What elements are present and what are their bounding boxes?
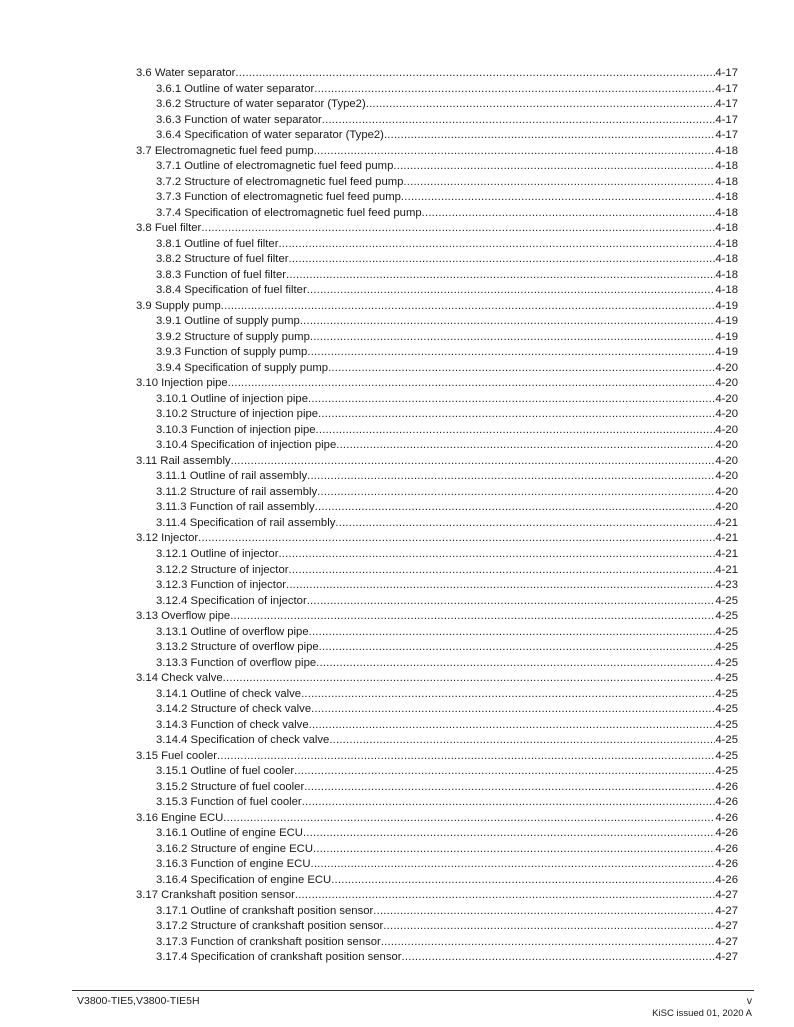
toc-entry[interactable] bbox=[136, 438, 738, 454]
toc-entry-page: 4-20 bbox=[715, 423, 738, 436]
toc-entry-page: 4-25 bbox=[715, 718, 738, 731]
toc-dot-leader bbox=[310, 330, 716, 346]
toc-entry[interactable] bbox=[136, 128, 738, 144]
toc-entry[interactable] bbox=[136, 221, 738, 237]
toc-entry[interactable] bbox=[136, 873, 738, 889]
toc-entry[interactable] bbox=[136, 159, 738, 175]
toc-entry[interactable] bbox=[136, 97, 738, 113]
toc-entry-title: 3.6.3 Function of water separator bbox=[156, 113, 322, 126]
toc-entry-title: 3.7 Electromagnetic fuel feed pump bbox=[136, 144, 314, 157]
toc-entry-title: 3.12.3 Function of injector bbox=[156, 579, 286, 592]
toc-dot-leader bbox=[217, 749, 715, 765]
toc-entry-title: 3.15.3 Function of fuel cooler bbox=[156, 796, 302, 809]
toc-entry-title: 3.12.1 Outline of injector bbox=[156, 547, 279, 560]
footer-model: V3800-TIE5,V3800-TIE5H bbox=[77, 995, 200, 1007]
toc-entry-title: 3.8.3 Function of fuel filter bbox=[156, 268, 286, 281]
toc-dot-leader bbox=[235, 66, 715, 82]
toc-entry-page: 4-20 bbox=[715, 470, 738, 483]
toc-entry-title: 3.11 Rail assembly bbox=[136, 454, 231, 467]
toc-dot-leader bbox=[307, 345, 715, 361]
toc-entry[interactable] bbox=[136, 609, 738, 625]
toc-entry-title: 3.17.2 Structure of crankshaft position sensor bbox=[156, 920, 384, 933]
toc-entry[interactable] bbox=[136, 237, 738, 253]
toc-entry-page: 4-18 bbox=[715, 206, 738, 219]
toc-entry-title: 3.13.1 Outline of overflow pipe bbox=[156, 625, 309, 638]
toc-entry-page: 4-25 bbox=[715, 641, 738, 654]
toc-entry-title: 3.10 Injection pipe bbox=[136, 377, 228, 390]
toc-dot-leader bbox=[381, 935, 716, 951]
toc-entry[interactable] bbox=[136, 314, 738, 330]
toc-dot-leader bbox=[366, 97, 716, 113]
toc-entry[interactable] bbox=[136, 516, 738, 532]
toc-entry-page: 4-25 bbox=[715, 625, 738, 638]
toc-entry[interactable] bbox=[136, 780, 738, 796]
toc-dot-leader bbox=[315, 500, 716, 516]
toc-entry[interactable] bbox=[136, 376, 738, 392]
toc-entry-page: 4-27 bbox=[715, 920, 738, 933]
toc-entry-page: 4-20 bbox=[715, 439, 738, 452]
toc-entry[interactable] bbox=[136, 485, 738, 501]
toc-entry-title: 3.6.4 Specification of water separator (Type2) bbox=[156, 129, 384, 142]
toc-dot-leader bbox=[318, 407, 715, 423]
toc-entry[interactable] bbox=[136, 361, 738, 377]
toc-entry[interactable] bbox=[136, 268, 738, 284]
toc-entry-page: 4-27 bbox=[715, 951, 738, 964]
toc-entry-title: 3.14.1 Outline of check valve bbox=[156, 687, 302, 700]
toc-entry-page: 4-25 bbox=[715, 672, 738, 685]
toc-entry[interactable] bbox=[136, 113, 738, 129]
toc-dot-leader bbox=[201, 221, 715, 237]
toc-entry-page: 4-25 bbox=[715, 749, 738, 762]
toc-entry-page: 4-20 bbox=[715, 454, 738, 467]
toc-entry[interactable] bbox=[136, 625, 738, 641]
table-of-contents bbox=[136, 66, 738, 966]
toc-dot-leader bbox=[322, 113, 716, 129]
toc-entry-title: 3.17.1 Outline of crankshaft position sensor bbox=[156, 904, 374, 917]
toc-entry-page: 4-18 bbox=[715, 222, 738, 235]
toc-entry-page: 4-26 bbox=[715, 780, 738, 793]
toc-entry-page: 4-18 bbox=[715, 237, 738, 250]
toc-entry-title: 3.9.1 Outline of supply pump bbox=[156, 315, 300, 328]
toc-entry[interactable] bbox=[136, 733, 738, 749]
toc-entry-title: 3.6.1 Outline of water separator bbox=[156, 82, 315, 95]
toc-entry-page: 4-25 bbox=[715, 610, 738, 623]
toc-entry-page: 4-18 bbox=[715, 144, 738, 157]
toc-dot-leader bbox=[307, 594, 716, 610]
toc-entry[interactable] bbox=[136, 578, 738, 594]
toc-entry-title: 3.7.4 Specification of electromagnetic fuel feed pump bbox=[156, 206, 422, 219]
toc-dot-leader bbox=[328, 361, 715, 377]
toc-entry-title: 3.16.1 Outline of engine ECU bbox=[156, 827, 303, 840]
toc-entry-title: 3.17.4 Specification of crankshaft position sensor bbox=[156, 951, 402, 964]
toc-entry-title: 3.10.3 Function of injection pipe bbox=[156, 423, 316, 436]
toc-dot-leader bbox=[307, 469, 715, 485]
toc-dot-leader bbox=[316, 423, 716, 439]
toc-entry[interactable] bbox=[136, 795, 738, 811]
toc-dot-leader bbox=[309, 718, 716, 734]
toc-dot-leader bbox=[383, 919, 715, 935]
toc-entry-page: 4-25 bbox=[715, 656, 738, 669]
toc-entry[interactable] bbox=[136, 764, 738, 780]
toc-dot-leader bbox=[303, 826, 715, 842]
toc-entry-title: 3.14.2 Structure of check valve bbox=[156, 703, 312, 716]
toc-entry-page: 4-20 bbox=[715, 377, 738, 390]
toc-entry[interactable] bbox=[136, 842, 738, 858]
toc-entry-title: 3.11.3 Function of rail assembly bbox=[156, 501, 315, 514]
toc-entry-page: 4-19 bbox=[715, 330, 738, 343]
toc-entry[interactable] bbox=[136, 888, 738, 904]
toc-entry-page: 4-17 bbox=[715, 129, 738, 142]
toc-entry-title: 3.13.2 Structure of overflow pipe bbox=[156, 641, 319, 654]
toc-entry-title: 3.10.1 Outline of injection pipe bbox=[156, 392, 308, 405]
toc-dot-leader bbox=[302, 795, 716, 811]
toc-entry-title: 3.7.3 Function of electromagnetic fuel feed pump bbox=[156, 191, 401, 204]
toc-dot-leader bbox=[300, 314, 716, 330]
toc-entry-title: 3.10.2 Structure of injection pipe bbox=[156, 408, 319, 421]
toc-entry-page: 4-19 bbox=[715, 315, 738, 328]
toc-dot-leader bbox=[331, 873, 715, 889]
toc-dot-leader bbox=[278, 547, 715, 563]
toc-entry[interactable] bbox=[136, 950, 738, 966]
toc-dot-leader bbox=[289, 252, 716, 268]
toc-entry-title: 3.7.1 Outline of electromagnetic fuel feed pump bbox=[156, 160, 394, 173]
toc-entry[interactable] bbox=[136, 407, 738, 423]
toc-entry[interactable] bbox=[136, 656, 738, 672]
toc-entry-page: 4-25 bbox=[715, 734, 738, 747]
toc-entry-title: 3.6 Water separator bbox=[136, 67, 236, 79]
toc-entry-page: 4-17 bbox=[715, 82, 738, 95]
toc-entry-page: 4-19 bbox=[715, 299, 738, 312]
toc-entry-title: 3.8.2 Structure of fuel filter bbox=[156, 253, 289, 266]
toc-entry[interactable] bbox=[136, 811, 738, 827]
toc-entry[interactable] bbox=[136, 252, 738, 268]
toc-entry[interactable] bbox=[136, 702, 738, 718]
toc-entry[interactable] bbox=[136, 66, 738, 82]
toc-entry[interactable] bbox=[136, 454, 738, 470]
toc-entry-page: 4-27 bbox=[715, 904, 738, 917]
toc-dot-leader bbox=[278, 237, 715, 253]
toc-entry-title: 3.12.4 Specification of injector bbox=[156, 594, 307, 607]
toc-entry[interactable] bbox=[136, 671, 738, 687]
toc-entry-page: 4-17 bbox=[715, 98, 738, 111]
toc-entry[interactable] bbox=[136, 144, 738, 160]
toc-entry-title: 3.15.1 Outline of fuel cooler bbox=[156, 765, 295, 778]
toc-entry-page: 4-20 bbox=[715, 501, 738, 514]
toc-dot-leader bbox=[336, 438, 715, 454]
toc-entry-title: 3.11.1 Outline of rail assembly bbox=[156, 470, 308, 483]
toc-entry-page: 4-20 bbox=[715, 361, 738, 374]
toc-entry-title: 3.8.1 Outline of fuel filter bbox=[156, 237, 279, 250]
toc-dot-leader bbox=[304, 780, 715, 796]
toc-entry-title: 3.17 Crankshaft position sensor bbox=[136, 889, 295, 902]
toc-entry[interactable] bbox=[136, 500, 738, 516]
toc-entry[interactable] bbox=[136, 687, 738, 703]
toc-entry[interactable] bbox=[136, 826, 738, 842]
toc-entry-page: 4-17 bbox=[715, 113, 738, 126]
toc-entry-title: 3.15.2 Structure of fuel cooler bbox=[156, 780, 305, 793]
toc-dot-leader bbox=[286, 268, 715, 284]
toc-entry-title: 3.7.2 Structure of electromagnetic fuel feed pump bbox=[156, 175, 404, 188]
toc-entry-title: 3.13.3 Function of overflow pipe bbox=[156, 656, 317, 669]
toc-entry-title: 3.16.3 Function of engine ECU bbox=[156, 858, 311, 871]
toc-dot-leader bbox=[289, 563, 716, 579]
toc-entry-title: 3.10.4 Specification of injection pipe bbox=[156, 439, 337, 452]
toc-dot-leader bbox=[314, 144, 716, 160]
toc-entry-title: 3.9 Supply pump bbox=[136, 299, 221, 312]
toc-dot-leader bbox=[384, 128, 715, 144]
toc-dot-leader bbox=[221, 299, 716, 315]
toc-entry-title: 3.12 Injector bbox=[136, 532, 199, 545]
toc-entry-title: 3.11.2 Structure of rail assembly bbox=[156, 485, 318, 498]
toc-entry-page: 4-21 bbox=[715, 532, 738, 545]
toc-dot-leader bbox=[329, 733, 715, 749]
toc-entry-page: 4-25 bbox=[715, 703, 738, 716]
toc-entry[interactable] bbox=[136, 904, 738, 920]
toc-entry-page: 4-26 bbox=[715, 842, 738, 855]
toc-entry[interactable] bbox=[136, 935, 738, 951]
toc-dot-leader bbox=[311, 702, 715, 718]
toc-dot-leader bbox=[401, 190, 715, 206]
toc-entry-page: 4-21 bbox=[715, 547, 738, 560]
toc-entry[interactable] bbox=[136, 82, 738, 98]
toc-dot-leader bbox=[317, 485, 715, 501]
toc-entry-title: 3.8.4 Specification of fuel filter bbox=[156, 284, 307, 297]
toc-entry-page: 4-19 bbox=[715, 346, 738, 359]
toc-dot-leader bbox=[230, 609, 715, 625]
toc-dot-leader bbox=[307, 283, 716, 299]
toc-dot-leader bbox=[311, 857, 716, 873]
toc-entry-title: 3.15 Fuel cooler bbox=[136, 749, 218, 762]
toc-dot-leader bbox=[223, 811, 715, 827]
toc-entry-page: 4-18 bbox=[715, 253, 738, 266]
toc-dot-leader bbox=[422, 206, 716, 222]
toc-entry-page: 4-21 bbox=[715, 563, 738, 576]
toc-dot-leader bbox=[198, 531, 715, 547]
toc-entry-page: 4-25 bbox=[715, 594, 738, 607]
toc-entry-page: 4-18 bbox=[715, 160, 738, 173]
toc-entry-title: 3.16 Engine ECU bbox=[136, 811, 224, 824]
toc-entry[interactable] bbox=[136, 175, 738, 191]
toc-dot-leader bbox=[393, 159, 715, 175]
toc-entry[interactable] bbox=[136, 392, 738, 408]
toc-entry[interactable] bbox=[136, 283, 738, 299]
footer-page-number: v bbox=[746, 995, 752, 1007]
toc-entry[interactable] bbox=[136, 857, 738, 873]
toc-entry-page: 4-27 bbox=[715, 935, 738, 948]
toc-entry-page: 4-20 bbox=[715, 392, 738, 405]
toc-entry-title: 3.14.3 Function of check valve bbox=[156, 718, 309, 731]
toc-dot-leader bbox=[228, 376, 716, 392]
toc-entry-page: 4-17 bbox=[715, 67, 738, 79]
toc-entry-page: 4-21 bbox=[715, 516, 738, 529]
toc-dot-leader bbox=[286, 578, 715, 594]
toc-dot-leader bbox=[309, 625, 716, 641]
toc-entry[interactable] bbox=[136, 718, 738, 734]
toc-entry-page: 4-18 bbox=[715, 175, 738, 188]
toc-entry-page: 4-26 bbox=[715, 873, 738, 886]
toc-entry-title: 3.14 Check valve bbox=[136, 672, 223, 685]
toc-entry[interactable] bbox=[136, 206, 738, 222]
toc-entry-page: 4-25 bbox=[715, 765, 738, 778]
toc-dot-leader bbox=[313, 842, 715, 858]
toc-dot-leader bbox=[294, 764, 715, 780]
toc-entry[interactable] bbox=[136, 330, 738, 346]
toc-entry-page: 4-18 bbox=[715, 191, 738, 204]
toc-dot-leader bbox=[231, 454, 716, 470]
toc-dot-leader bbox=[335, 516, 715, 532]
toc-entry-title: 3.9.2 Structure of supply pump bbox=[156, 330, 310, 343]
toc-entry[interactable] bbox=[136, 190, 738, 206]
toc-entry-page: 4-20 bbox=[715, 408, 738, 421]
toc-entry-title: 3.12.2 Structure of injector bbox=[156, 563, 289, 576]
toc-entry-page: 4-27 bbox=[715, 889, 738, 902]
toc-entry-page: 4-18 bbox=[715, 284, 738, 297]
toc-entry-page: 4-25 bbox=[715, 687, 738, 700]
toc-entry[interactable] bbox=[136, 749, 738, 765]
toc-entry[interactable] bbox=[136, 640, 738, 656]
toc-dot-leader bbox=[223, 671, 716, 687]
toc-entry-title: 3.16.2 Structure of engine ECU bbox=[156, 842, 313, 855]
toc-entry[interactable] bbox=[136, 547, 738, 563]
toc-dot-leader bbox=[402, 950, 716, 966]
toc-entry-title: 3.11.4 Specification of rail assembly bbox=[156, 516, 336, 529]
toc-entry[interactable] bbox=[136, 563, 738, 579]
toc-entry-title: 3.9.3 Function of supply pump bbox=[156, 346, 308, 359]
toc-entry-page: 4-18 bbox=[715, 268, 738, 281]
toc-entry-page: 4-20 bbox=[715, 485, 738, 498]
toc-entry-title: 3.16.4 Specification of engine ECU bbox=[156, 873, 332, 886]
toc-entry-title: 3.13 Overflow pipe bbox=[136, 610, 231, 623]
toc-entry-title: 3.17.3 Function of crankshaft position sensor bbox=[156, 935, 381, 948]
toc-entry-page: 4-26 bbox=[715, 811, 738, 824]
toc-entry-title: 3.9.4 Specification of supply pump bbox=[156, 361, 329, 374]
toc-dot-leader bbox=[308, 392, 715, 408]
toc-entry-title: 3.8 Fuel filter bbox=[136, 222, 202, 235]
toc-entry[interactable] bbox=[136, 299, 738, 315]
toc-dot-leader bbox=[373, 904, 715, 920]
toc-entry[interactable] bbox=[136, 469, 738, 485]
toc-entry-page: 4-26 bbox=[715, 827, 738, 840]
toc-entry-page: 4-26 bbox=[715, 858, 738, 871]
toc-entry[interactable] bbox=[136, 919, 738, 935]
toc-entry[interactable] bbox=[136, 423, 738, 439]
toc-dot-leader bbox=[314, 82, 715, 98]
footer-issued: KiSC issued 01, 2020 A bbox=[652, 1008, 752, 1019]
toc-dot-leader bbox=[301, 687, 715, 703]
toc-entry-title: 3.6.2 Structure of water separator (Type2) bbox=[156, 98, 366, 111]
toc-dot-leader bbox=[403, 175, 715, 191]
footer-divider bbox=[72, 990, 754, 991]
toc-entry[interactable] bbox=[136, 345, 738, 361]
toc-dot-leader bbox=[319, 640, 716, 656]
toc-entry[interactable] bbox=[136, 594, 738, 610]
toc-dot-leader bbox=[295, 888, 716, 904]
toc-entry-title: 3.14.4 Specification of check valve bbox=[156, 734, 330, 747]
toc-entry-page: 4-23 bbox=[715, 579, 738, 592]
toc-entry[interactable] bbox=[136, 531, 738, 547]
toc-dot-leader bbox=[316, 656, 715, 672]
toc-entry-page: 4-26 bbox=[715, 796, 738, 809]
